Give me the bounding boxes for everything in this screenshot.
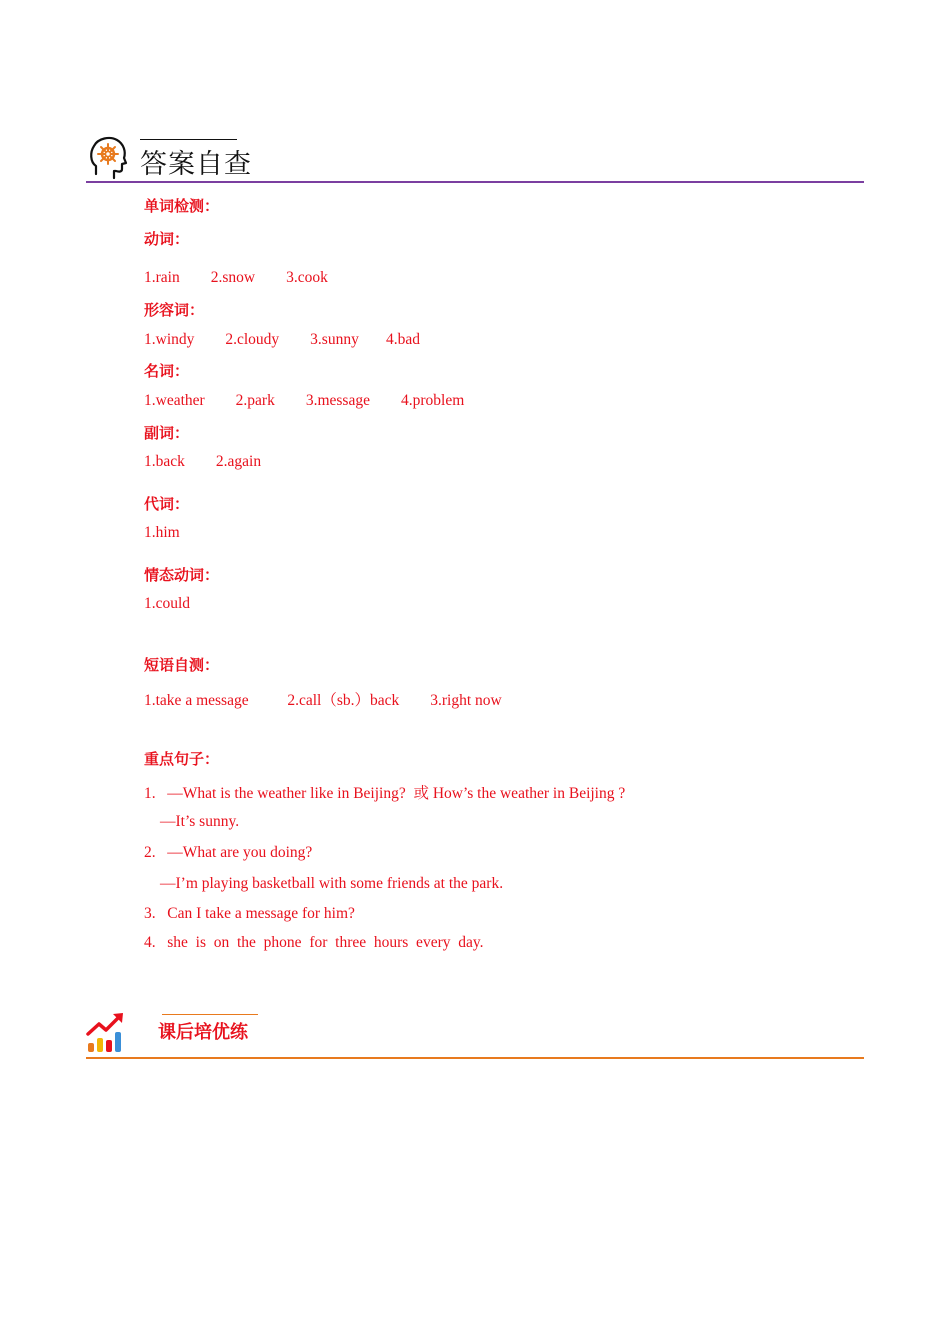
- title-overline: [140, 139, 237, 140]
- section-label: 情态动词：: [144, 566, 220, 584]
- answer-line: 1.windy 2.cloudy 3.sunny 4.bad: [144, 331, 420, 348]
- answer-line: 1.him: [144, 524, 180, 541]
- answer-line: 1.could: [144, 595, 191, 612]
- growth-chart-icon: [86, 1010, 128, 1054]
- head-brain-icon: [88, 134, 130, 180]
- sentence-question: 2. —What are you doing?: [144, 844, 313, 861]
- section-label: 代词：: [144, 495, 190, 513]
- answer-line: 1.rain 2.snow 3.cook: [144, 269, 328, 286]
- section-title: 课后培优练: [158, 1022, 248, 1043]
- section-label: 副词：: [144, 424, 190, 442]
- sentence-question: 4. she is on the phone for three hours every day.: [144, 934, 484, 951]
- sentence-question: 1. —What is the weather like in Beijing? 或 How’s the weather in Beijing ?: [144, 785, 626, 802]
- answer-line: 1.back 2.again: [144, 453, 262, 470]
- page-title: 答案自查: [140, 149, 252, 180]
- header-divider: [86, 1057, 864, 1059]
- section-label: 动词：: [144, 230, 190, 248]
- sentence-question: 3. Can I take a message for him?: [144, 905, 355, 922]
- section-label: 形容词：: [144, 301, 205, 319]
- header-divider: [86, 181, 864, 183]
- title-overline: [162, 1014, 258, 1015]
- section-label: 重点句子：: [144, 750, 220, 768]
- section-label: 名词：: [144, 362, 190, 380]
- sentence-answer: —I’m playing basketball with some friends at the park.: [160, 875, 504, 892]
- section-label: 单词检测：: [144, 197, 220, 215]
- sentence-answer: —It’s sunny.: [160, 813, 240, 830]
- practice-header: [86, 1008, 864, 1064]
- answer-line: 1.take a message 2.call（sb.）back 3.right now: [144, 692, 502, 709]
- answer-check-header: [86, 130, 864, 186]
- section-label: 短语自测：: [144, 656, 220, 674]
- answer-line: 1.weather 2.park 3.message 4.problem: [144, 392, 465, 409]
